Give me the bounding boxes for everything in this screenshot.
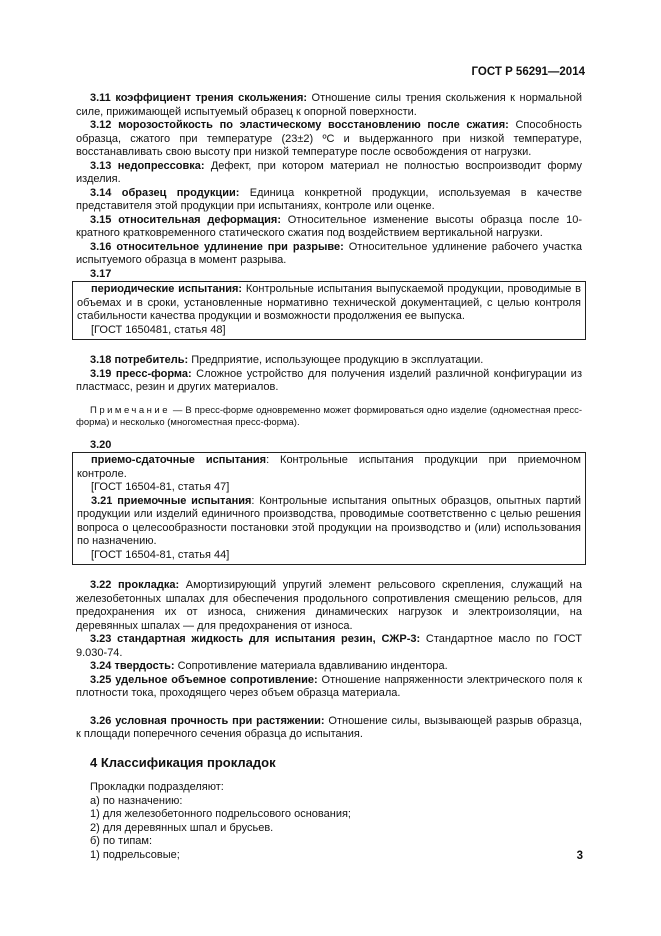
term-3-24: 3.24 твердость: Сопротивление материала вдавливанию индентора. bbox=[90, 660, 448, 672]
term-3-15: 3.15 относительная деформация: Относительное изменение высоты образца после 10-кратного кратковременного статического сжатия под воздействием вертикальной нагрузки. bbox=[76, 213, 582, 239]
term-3-20-ref: [ГОСТ 16504-81, статья 47] bbox=[91, 481, 230, 493]
term-3-25: 3.25 удельное объемное сопротивление: Отношение напряженности электрического поля к плотности тока, проходящего через объем образца материала. bbox=[76, 673, 583, 699]
list-item: Прокладки подразделяют: bbox=[90, 781, 224, 793]
list-item: 1) для железобетонного подрельсового основания; bbox=[90, 808, 351, 820]
list-item: б) по типам: bbox=[90, 835, 153, 847]
term-3-22: 3.22 прокладка: Амортизирующий упругий элемент рельсового скрепления, служащий на железобетонных шпалах для обеспечения продольного сопротивления смещению рельсов, для предохранения их от износа, снижения динамических нагрузок и электроизоляции, на деревянных шпалах — для предохранения от износа. bbox=[76, 579, 582, 632]
list-item: 1) подрельсовые; bbox=[90, 848, 180, 861]
term-3-17: периодические испытания: Контрольные испытания выпускаемой продукции, проводимые в объемах и в сроки, установленные нормативно технической документацией, с целью контроля стабильности качества продукции и возможности продолжения ее выпуска. bbox=[77, 283, 581, 322]
term-3-17-number: 3.17 bbox=[90, 267, 112, 280]
list-item: а) по назначению: bbox=[90, 794, 183, 807]
term-3-20: приемо-сдаточные испытания: Контрольные испытания продукции при приемочном контроле. bbox=[77, 454, 581, 480]
term-3-23: 3.23 стандартная жидкость для испытания резин, СЖР-3: Стандартное масло по ГОСТ 9.030-74. bbox=[76, 633, 582, 659]
term-3-18: 3.18 потребитель: Предприятие, использующее продукцию в эксплуатации. bbox=[90, 354, 484, 366]
term-3-14: 3.14 образец продукции: Единица конкретной продукции, используемая в качестве представителя этой продукции при испытаниях, контроле или оценке. bbox=[76, 186, 583, 212]
term-3-20-box bbox=[72, 452, 586, 565]
term-3-20-number: 3.20 bbox=[90, 438, 112, 451]
term-3-16: 3.16 относительное удлинение при разрыве: Относительное удлинение рабочего участка испытуемого образца в момент разрыва. bbox=[76, 240, 582, 266]
section-4-list bbox=[76, 781, 582, 862]
doc-header: ГОСТ Р 56291—2014 bbox=[471, 66, 585, 78]
note-3-19: Примечание — В пресс-форме одновременно может формироваться одно изделие (одноместная пресс-форма) и несколько (многоместная пресс-форма). bbox=[76, 404, 582, 428]
term-3-17-box bbox=[72, 281, 586, 340]
document-body bbox=[76, 92, 582, 862]
section-4-title: 4 Классификация прокладок bbox=[90, 754, 276, 770]
term-3-11: 3.11 коэффициент трения скольжения: Отношение силы трения скольжения к нормальной силе, прижимающей испытуемый образец к опорной поверхности. bbox=[76, 92, 582, 118]
term-3-26: 3.26 условная прочность при растяжении: Отношение силы, вызывающей разрыв образца, к площади поперечного сечения образца до испытания. bbox=[76, 714, 582, 740]
term-3-12: 3.12 морозостойкость по эластическому восстановлению после сжатия: Способность образца, сжатого при температуре (23±2) ºС и выдержанного при низкой температуре, восстанавливать свою высоту при низкой температуре после освобождения от нагрузки. bbox=[76, 119, 582, 158]
list-item: 2) для деревянных шпал и брусьев. bbox=[90, 821, 274, 834]
term-3-17-ref: [ГОСТ 1650481, статья 48] bbox=[91, 323, 226, 336]
term-3-21-ref: [ГОСТ 16504-81, статья 44] bbox=[91, 548, 230, 561]
term-3-19: 3.19 пресс-форма: Сложное устройство для получения изделий различной конфигурации из пластмасс, резин и других материалов. bbox=[76, 367, 582, 393]
term-3-21: 3.21 приемочные испытания: Контрольные испытания опытных образцов, опытных партий продукции или изделий единичного производства, проводимые соответственно с целью решения вопроса о целесообразности постановки этой продукции на производство и (или) использования по назначению. bbox=[77, 494, 581, 547]
page-number: 3 bbox=[576, 850, 583, 862]
term-3-13: 3.13 недопрессовка: Дефект, при котором материал не полностью воспроизводит форму изделия. bbox=[76, 159, 583, 185]
